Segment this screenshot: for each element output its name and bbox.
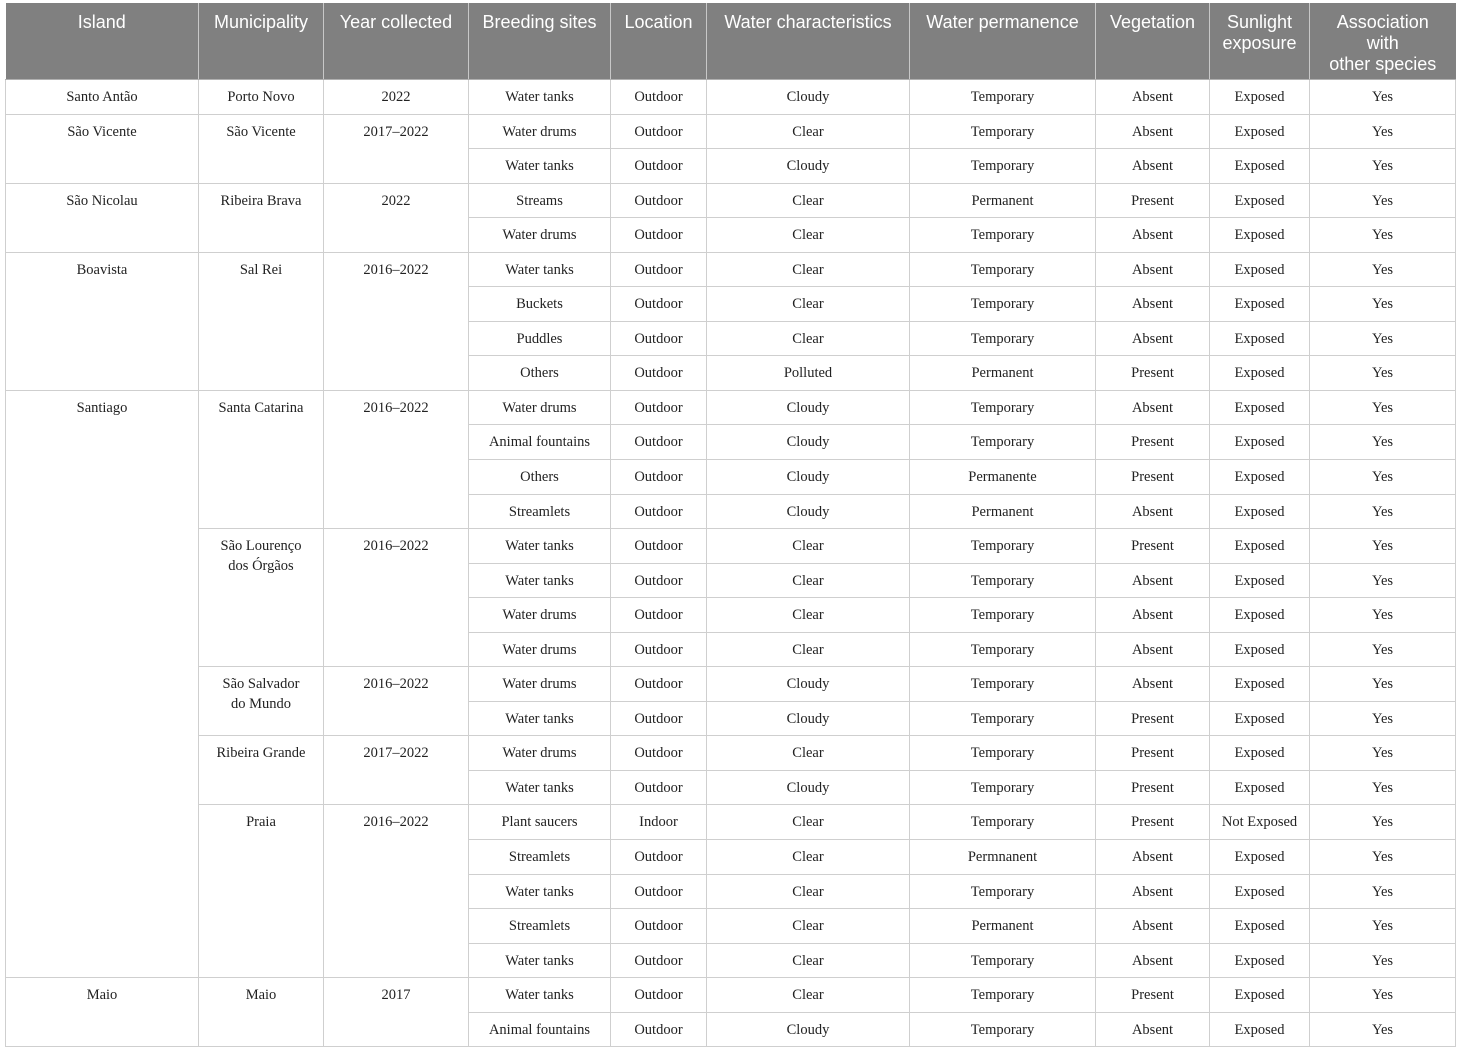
cell-location: Outdoor [611,563,707,598]
cell-vegetation: Present [1096,425,1210,460]
cell-water-characteristics: Cloudy [707,460,910,495]
cell-water-permanence: Temporary [910,529,1096,564]
cell-sunlight-exposure: Exposed [1210,183,1310,218]
cell-vegetation: Absent [1096,218,1210,253]
cell-association: Yes [1310,252,1456,287]
cell-sunlight-exposure: Exposed [1210,218,1310,253]
cell-year-collected: 2017–2022 [324,114,469,183]
cell-breeding-site: Animal fountains [469,1012,611,1047]
cell-water-permanence: Temporary [910,114,1096,149]
cell-breeding-site: Water drums [469,218,611,253]
cell-island: Santiago [6,390,199,977]
cell-breeding-site: Water tanks [469,701,611,736]
cell-location: Indoor [611,805,707,840]
cell-breeding-site: Others [469,460,611,495]
cell-year-collected: 2016–2022 [324,390,469,528]
cell-water-permanence: Temporary [910,425,1096,460]
cell-location: Outdoor [611,909,707,944]
header-water-permanence: Water permanence [910,3,1096,80]
cell-breeding-site: Water drums [469,598,611,633]
cell-water-permanence: Temporary [910,390,1096,425]
cell-municipality: Porto Novo [199,80,324,115]
header-breeding-sites: Breeding sites [469,3,611,80]
cell-location: Outdoor [611,598,707,633]
cell-location: Outdoor [611,632,707,667]
cell-association: Yes [1310,80,1456,115]
cell-location: Outdoor [611,114,707,149]
cell-breeding-site: Water drums [469,114,611,149]
cell-municipality: Praia [199,805,324,978]
cell-association: Yes [1310,598,1456,633]
cell-association: Yes [1310,460,1456,495]
cell-association: Yes [1310,909,1456,944]
cell-sunlight-exposure: Exposed [1210,287,1310,322]
cell-location: Outdoor [611,840,707,875]
cell-location: Outdoor [611,736,707,771]
cell-association: Yes [1310,321,1456,356]
cell-association: Yes [1310,1012,1456,1047]
cell-breeding-site: Water tanks [469,943,611,978]
cell-vegetation: Absent [1096,114,1210,149]
cell-breeding-site: Water tanks [469,252,611,287]
cell-water-permanence: Temporary [910,701,1096,736]
breeding-sites-table [5,3,1456,1047]
cell-breeding-site: Water drums [469,667,611,702]
cell-breeding-site: Water tanks [469,770,611,805]
cell-water-permanence: Temporary [910,943,1096,978]
cell-association: Yes [1310,563,1456,598]
cell-water-characteristics: Cloudy [707,149,910,184]
table-header [6,3,1456,80]
cell-location: Outdoor [611,1012,707,1047]
cell-water-permanence: Temporary [910,80,1096,115]
header-year-collected: Year collected [324,3,469,80]
cell-association: Yes [1310,770,1456,805]
cell-location: Outdoor [611,978,707,1013]
cell-island: Maio [6,978,199,1047]
table-row [6,252,1456,287]
cell-municipality: Ribeira Grande [199,736,324,805]
table-row [6,114,1456,149]
header-association: Association with other species [1310,3,1456,80]
cell-vegetation: Absent [1096,840,1210,875]
cell-location: Outdoor [611,183,707,218]
cell-sunlight-exposure: Exposed [1210,529,1310,564]
cell-water-permanence: Permanent [910,356,1096,391]
cell-association: Yes [1310,701,1456,736]
cell-water-permanence: Temporary [910,667,1096,702]
cell-water-characteristics: Clear [707,840,910,875]
cell-location: Outdoor [611,356,707,391]
cell-year-collected: 2016–2022 [324,805,469,978]
cell-year-collected: 2016–2022 [324,529,469,667]
cell-sunlight-exposure: Exposed [1210,460,1310,495]
cell-vegetation: Present [1096,978,1210,1013]
cell-breeding-site: Water tanks [469,874,611,909]
cell-water-characteristics: Clear [707,252,910,287]
cell-location: Outdoor [611,494,707,529]
cell-sunlight-exposure: Exposed [1210,114,1310,149]
cell-water-characteristics: Clear [707,598,910,633]
cell-location: Outdoor [611,321,707,356]
cell-vegetation: Present [1096,529,1210,564]
cell-sunlight-exposure: Exposed [1210,149,1310,184]
cell-water-characteristics: Cloudy [707,667,910,702]
cell-association: Yes [1310,667,1456,702]
cell-sunlight-exposure: Exposed [1210,494,1310,529]
cell-vegetation: Absent [1096,1012,1210,1047]
cell-water-characteristics: Clear [707,909,910,944]
cell-water-permanence: Permanent [910,909,1096,944]
cell-location: Outdoor [611,667,707,702]
cell-location: Outdoor [611,287,707,322]
cell-breeding-site: Water tanks [469,80,611,115]
cell-water-characteristics: Clear [707,529,910,564]
cell-breeding-site: Buckets [469,287,611,322]
cell-vegetation: Absent [1096,598,1210,633]
cell-sunlight-exposure: Exposed [1210,321,1310,356]
cell-water-permanence: Temporary [910,805,1096,840]
table-row [6,978,1456,1013]
cell-sunlight-exposure: Exposed [1210,874,1310,909]
cell-association: Yes [1310,632,1456,667]
cell-association: Yes [1310,390,1456,425]
cell-sunlight-exposure: Exposed [1210,563,1310,598]
cell-water-permanence: Permanente [910,460,1096,495]
cell-breeding-site: Water tanks [469,149,611,184]
cell-association: Yes [1310,736,1456,771]
table-row [6,183,1456,218]
cell-water-permanence: Temporary [910,149,1096,184]
cell-water-permanence: Temporary [910,563,1096,598]
table-row [6,667,1456,702]
cell-water-characteristics: Cloudy [707,701,910,736]
cell-breeding-site: Streamlets [469,494,611,529]
cell-breeding-site: Water drums [469,632,611,667]
cell-water-characteristics: Clear [707,183,910,218]
table-body [6,80,1456,1047]
cell-vegetation: Absent [1096,667,1210,702]
cell-location: Outdoor [611,252,707,287]
cell-water-characteristics: Clear [707,632,910,667]
cell-vegetation: Absent [1096,149,1210,184]
cell-water-permanence: Permanent [910,183,1096,218]
cell-year-collected: 2016–2022 [324,667,469,736]
cell-sunlight-exposure: Exposed [1210,80,1310,115]
cell-vegetation: Absent [1096,80,1210,115]
cell-sunlight-exposure: Exposed [1210,770,1310,805]
header-row [6,3,1456,80]
cell-municipality: Santa Catarina [199,390,324,528]
cell-water-characteristics: Clear [707,218,910,253]
cell-association: Yes [1310,114,1456,149]
cell-breeding-site: Water tanks [469,978,611,1013]
cell-association: Yes [1310,874,1456,909]
cell-association: Yes [1310,494,1456,529]
cell-sunlight-exposure: Exposed [1210,701,1310,736]
cell-year-collected: 2016–2022 [324,252,469,390]
cell-vegetation: Present [1096,701,1210,736]
cell-sunlight-exposure: Exposed [1210,632,1310,667]
cell-sunlight-exposure: Not Exposed [1210,805,1310,840]
cell-water-permanence: Temporary [910,1012,1096,1047]
cell-association: Yes [1310,287,1456,322]
cell-water-characteristics: Cloudy [707,80,910,115]
cell-year-collected: 2022 [324,183,469,252]
cell-association: Yes [1310,218,1456,253]
cell-water-characteristics: Clear [707,321,910,356]
cell-year-collected: 2017–2022 [324,736,469,805]
cell-water-permanence: Temporary [910,598,1096,633]
cell-water-permanence: Temporary [910,978,1096,1013]
cell-water-characteristics: Clear [707,978,910,1013]
cell-location: Outdoor [611,149,707,184]
cell-vegetation: Absent [1096,494,1210,529]
cell-association: Yes [1310,149,1456,184]
cell-water-characteristics: Clear [707,736,910,771]
cell-sunlight-exposure: Exposed [1210,909,1310,944]
cell-sunlight-exposure: Exposed [1210,978,1310,1013]
cell-breeding-site: Puddles [469,321,611,356]
cell-water-characteristics: Clear [707,114,910,149]
cell-location: Outdoor [611,425,707,460]
header-location: Location [611,3,707,80]
cell-location: Outdoor [611,770,707,805]
cell-location: Outdoor [611,460,707,495]
cell-municipality: Ribeira Brava [199,183,324,252]
cell-island: São Vicente [6,114,199,183]
cell-vegetation: Absent [1096,909,1210,944]
cell-water-permanence: Temporary [910,287,1096,322]
cell-breeding-site: Plant saucers [469,805,611,840]
cell-sunlight-exposure: Exposed [1210,736,1310,771]
cell-breeding-site: Water tanks [469,529,611,564]
cell-vegetation: Absent [1096,287,1210,322]
table-row [6,390,1456,425]
cell-water-characteristics: Cloudy [707,494,910,529]
cell-vegetation: Present [1096,805,1210,840]
cell-municipality: São Salvador do Mundo [199,667,324,736]
cell-vegetation: Absent [1096,874,1210,909]
table-row [6,529,1456,564]
cell-water-permanence: Permnanent [910,840,1096,875]
cell-breeding-site: Others [469,356,611,391]
cell-island: Santo Antão [6,80,199,115]
cell-location: Outdoor [611,218,707,253]
cell-water-permanence: Temporary [910,218,1096,253]
cell-location: Outdoor [611,390,707,425]
cell-vegetation: Absent [1096,632,1210,667]
cell-location: Outdoor [611,701,707,736]
cell-island: Boavista [6,252,199,390]
cell-water-permanence: Temporary [910,770,1096,805]
cell-location: Outdoor [611,874,707,909]
cell-water-characteristics: Cloudy [707,425,910,460]
cell-vegetation: Present [1096,356,1210,391]
cell-water-characteristics: Clear [707,943,910,978]
cell-sunlight-exposure: Exposed [1210,390,1310,425]
cell-vegetation: Absent [1096,943,1210,978]
cell-water-characteristics: Clear [707,874,910,909]
cell-vegetation: Absent [1096,563,1210,598]
cell-breeding-site: Streamlets [469,840,611,875]
header-municipality: Municipality [199,3,324,80]
cell-sunlight-exposure: Exposed [1210,598,1310,633]
cell-association: Yes [1310,978,1456,1013]
cell-association: Yes [1310,529,1456,564]
header-island: Island [6,3,199,80]
cell-water-permanence: Permanent [910,494,1096,529]
cell-vegetation: Present [1096,183,1210,218]
cell-year-collected: 2017 [324,978,469,1047]
cell-municipality: Sal Rei [199,252,324,390]
cell-sunlight-exposure: Exposed [1210,667,1310,702]
cell-association: Yes [1310,356,1456,391]
cell-year-collected: 2022 [324,80,469,115]
cell-sunlight-exposure: Exposed [1210,943,1310,978]
table-row [6,805,1456,840]
cell-water-permanence: Temporary [910,632,1096,667]
cell-vegetation: Present [1096,736,1210,771]
cell-water-characteristics: Clear [707,563,910,598]
cell-vegetation: Present [1096,770,1210,805]
cell-location: Outdoor [611,529,707,564]
cell-sunlight-exposure: Exposed [1210,1012,1310,1047]
cell-water-characteristics: Cloudy [707,770,910,805]
cell-location: Outdoor [611,80,707,115]
cell-association: Yes [1310,425,1456,460]
cell-association: Yes [1310,805,1456,840]
cell-water-characteristics: Clear [707,287,910,322]
header-water-characteristics: Water characteristics [707,3,910,80]
cell-vegetation: Absent [1096,321,1210,356]
cell-water-permanence: Temporary [910,736,1096,771]
cell-water-permanence: Temporary [910,252,1096,287]
cell-vegetation: Present [1096,460,1210,495]
header-vegetation: Vegetation [1096,3,1210,80]
cell-island: São Nicolau [6,183,199,252]
cell-breeding-site: Water drums [469,736,611,771]
header-sunlight-exposure: Sunlight exposure [1210,3,1310,80]
cell-breeding-site: Water drums [469,390,611,425]
cell-location: Outdoor [611,943,707,978]
cell-association: Yes [1310,183,1456,218]
cell-breeding-site: Streams [469,183,611,218]
cell-water-characteristics: Cloudy [707,1012,910,1047]
cell-association: Yes [1310,840,1456,875]
cell-sunlight-exposure: Exposed [1210,425,1310,460]
cell-water-permanence: Temporary [910,874,1096,909]
cell-sunlight-exposure: Exposed [1210,252,1310,287]
cell-municipality: Maio [199,978,324,1047]
cell-vegetation: Absent [1096,390,1210,425]
cell-breeding-site: Streamlets [469,909,611,944]
cell-municipality: São Lourenço dos Órgãos [199,529,324,667]
cell-water-permanence: Temporary [910,321,1096,356]
cell-water-characteristics: Cloudy [707,390,910,425]
cell-association: Yes [1310,943,1456,978]
cell-sunlight-exposure: Exposed [1210,840,1310,875]
table-row [6,736,1456,771]
cell-vegetation: Absent [1096,252,1210,287]
cell-breeding-site: Animal fountains [469,425,611,460]
cell-breeding-site: Water tanks [469,563,611,598]
cell-water-characteristics: Clear [707,805,910,840]
table-row [6,80,1456,115]
cell-water-characteristics: Polluted [707,356,910,391]
cell-sunlight-exposure: Exposed [1210,356,1310,391]
cell-municipality: São Vicente [199,114,324,183]
